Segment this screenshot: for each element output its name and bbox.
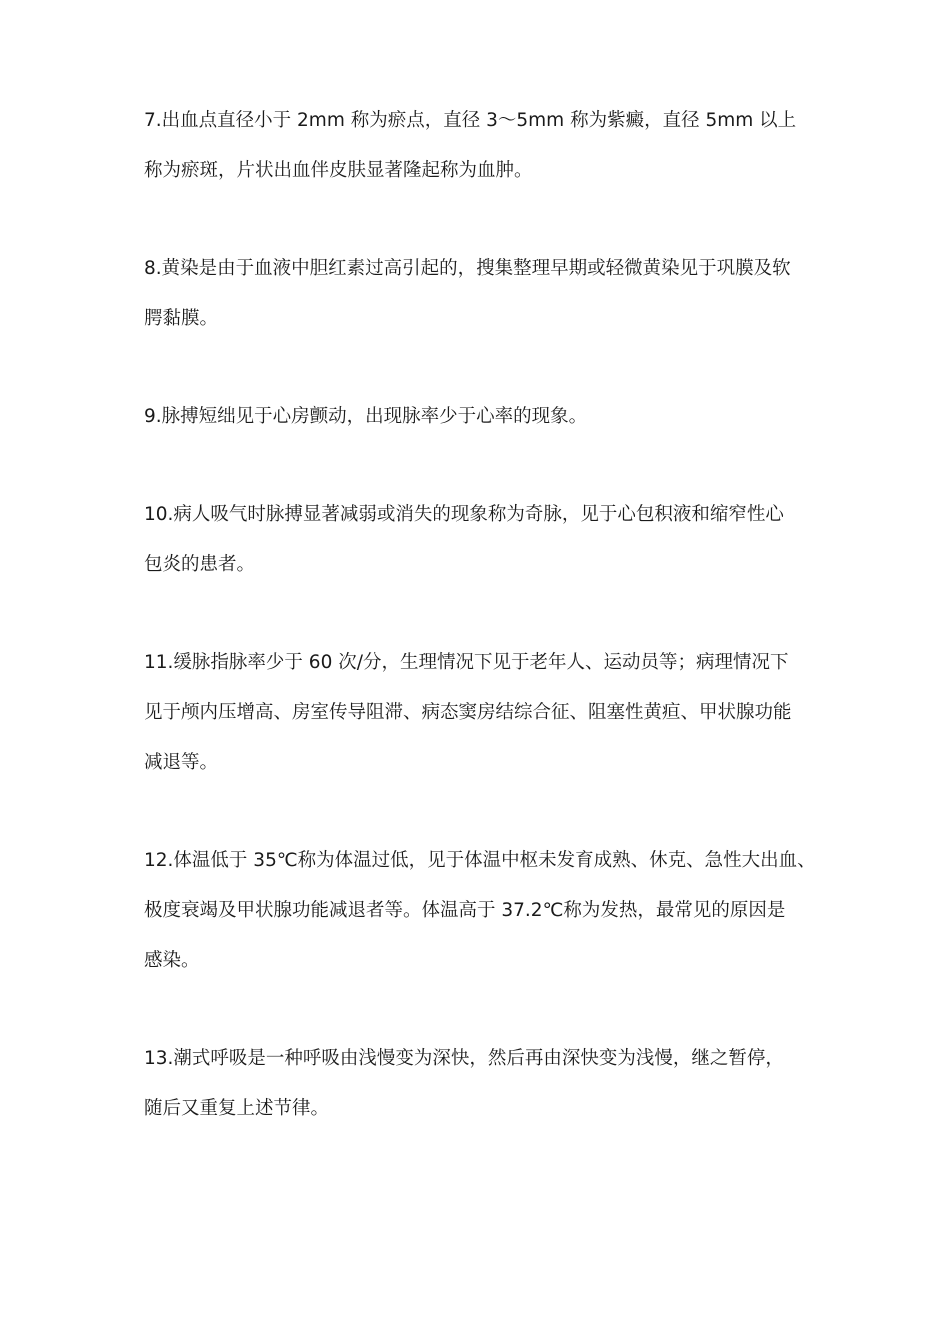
paragraph-line: 8.黄染是由于血液中胆红素过高引起的，搜集整理早期或轻微黄染见于巩膜及软 <box>144 258 791 279</box>
paragraph-10 <box>144 490 824 590</box>
paragraph-line: 称为瘀斑，片状出血伴皮肤显著隆起称为血肿。 <box>144 160 533 181</box>
paragraph-11 <box>144 638 824 788</box>
paragraph-line: 9.脉搏短绌见于心房颤动，出现脉率少于心率的现象。 <box>144 406 588 427</box>
paragraph-line: 11.缓脉指脉率少于 60 次/分，生理情况下见于老年人、运动员等；病理情况下 <box>144 652 789 673</box>
paragraph-line: 感染。 <box>144 950 200 971</box>
paragraph-line: 13.潮式呼吸是一种呼吸由浅慢变为深快，然后再由深快变为浅慢，继之暂停， <box>144 1048 784 1069</box>
paragraph-line: 7.出血点直径小于 2mm 称为瘀点，直径 3～5mm 称为紫癜，直径 5mm 以上 <box>144 110 797 131</box>
paragraph-line: 减退等。 <box>144 752 219 773</box>
paragraph-9 <box>144 392 824 442</box>
paragraph-line: 包炎的患者。 <box>144 554 256 575</box>
document-body <box>144 96 824 1134</box>
paragraph-line: 10.病人吸气时脉搏显著减弱或消失的现象称为奇脉，见于心包积液和缩窄性心 <box>144 504 784 525</box>
paragraph-13 <box>144 1034 824 1134</box>
paragraph-line: 12.体温低于 35℃称为体温过低，见于体温中枢未发育成熟、休克、急性大出血、 <box>144 850 816 871</box>
paragraph-12 <box>144 836 824 986</box>
paragraph-7 <box>144 96 824 196</box>
paragraph-8 <box>144 244 824 344</box>
paragraph-line: 腭黏膜。 <box>144 308 219 329</box>
paragraph-line: 随后又重复上述节律。 <box>144 1098 330 1119</box>
paragraph-line: 见于颅内压增高、房室传导阻滞、病态窦房结综合征、阻塞性黄疸、甲状腺功能 <box>144 702 792 723</box>
paragraph-line: 极度衰竭及甲状腺功能减退者等。体温高于 37.2℃称为发热，最常见的原因是 <box>144 900 786 921</box>
